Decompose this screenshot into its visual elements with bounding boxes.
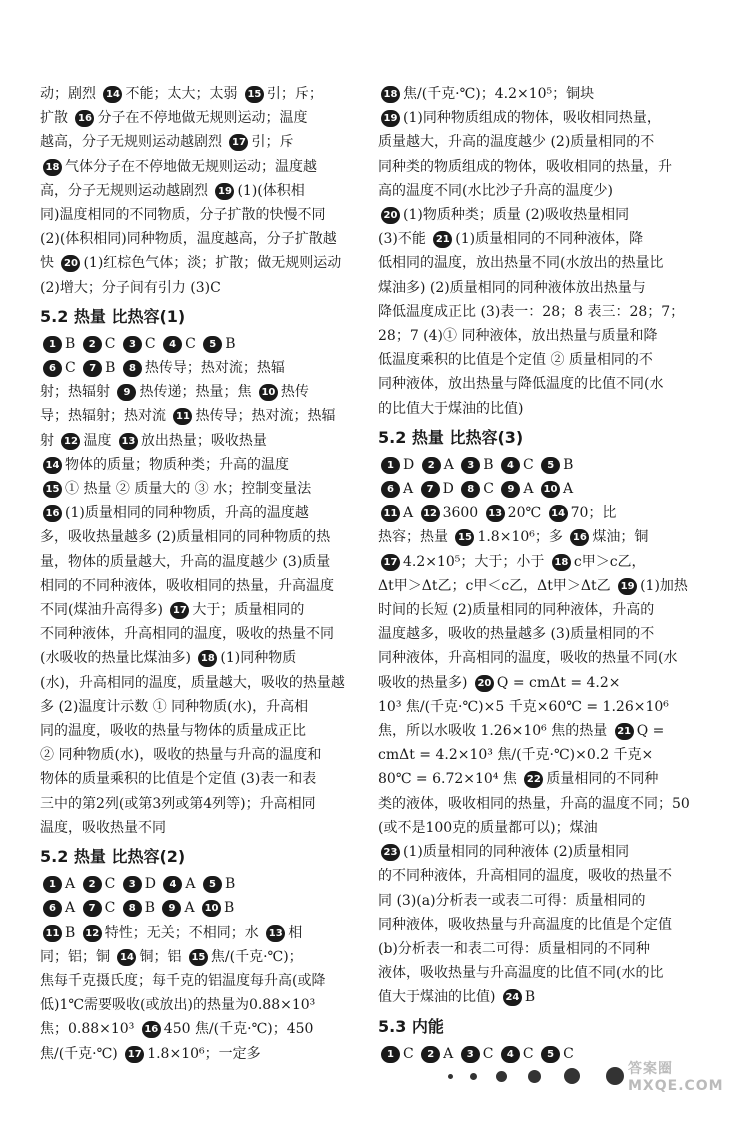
answer-line [40, 969, 370, 993]
answer-line [378, 598, 708, 622]
answer-text: 热传导；热对流；热辐 [144, 360, 285, 377]
answer-text: 热容；热量 [378, 529, 453, 546]
question-number-badge: 16 [570, 529, 589, 546]
answer-line [378, 179, 708, 203]
answer-line [378, 889, 708, 913]
question-number-badge: 3 [123, 336, 142, 353]
answer-line [378, 203, 708, 227]
answer-line [40, 356, 370, 380]
answer-line [40, 251, 370, 275]
question-number-badge: 13 [486, 505, 505, 522]
answer-line [40, 203, 370, 227]
answer-text: 类的液体，吸收相同的热量，升高的温度不同；50 [378, 795, 690, 812]
answer-line [378, 251, 708, 275]
answer-text: 扩散 [40, 110, 73, 127]
dot-4 [528, 1070, 541, 1083]
answer-line [40, 82, 370, 106]
answer-text: 热传导；热对流；热辐 [195, 408, 336, 425]
answer-text: 4.2×10⁵；大于；小于 [403, 553, 549, 570]
answer-text: 同种液体，升高相同的温度，吸收的热量不同(水 [378, 650, 678, 667]
answer-text: C [403, 1045, 419, 1062]
answer-line [40, 719, 370, 743]
answer-text: D [442, 481, 459, 498]
answer-line [378, 961, 708, 985]
dot-6 [606, 1067, 624, 1085]
question-number-badge: 16 [142, 1021, 161, 1038]
answer-text: 同种液体，吸收热量与升高温度的比值是个定值 [378, 916, 672, 933]
question-number-badge: 4 [163, 876, 182, 893]
answer-line [378, 525, 708, 549]
answer-line [40, 792, 370, 816]
answer-text: 相 [288, 924, 303, 941]
answer-text: 同 (3)(a)分析表一或表二可得：质量相同的 [378, 892, 646, 909]
answer-line [378, 767, 708, 791]
question-number-badge: 5 [203, 876, 222, 893]
question-number-badge: 6 [381, 481, 400, 498]
answer-line [40, 743, 370, 767]
question-number-badge: 21 [615, 723, 634, 740]
question-number-badge: 16 [43, 505, 62, 522]
answer-line [378, 324, 708, 348]
question-number-badge: 17 [125, 1046, 144, 1063]
answer-text: (1)质量相同的同种物质，升高的温度越 [65, 505, 309, 522]
answer-text: A [523, 481, 538, 498]
answer-text: 热传递；热量；焦 [139, 384, 256, 401]
question-number-badge: 10 [259, 384, 278, 401]
question-number-badge: 13 [266, 925, 285, 942]
question-number-badge: 5 [541, 1046, 560, 1063]
answer-line [40, 227, 370, 251]
answer-line [378, 743, 708, 767]
answer-text: B [224, 900, 235, 917]
question-number-badge: 14 [549, 505, 568, 522]
question-number-badge: 18 [198, 650, 217, 667]
answer-line [378, 719, 708, 743]
answer-text: B [563, 456, 574, 473]
answer-text: 不同种液体，升高相同的温度，吸收的热量不同 [40, 626, 334, 643]
question-number-badge: 15 [455, 529, 474, 546]
answer-line [40, 767, 370, 791]
answer-text: 物体的质量；物质种类；升高的温度 [65, 456, 289, 473]
answer-line [378, 106, 708, 130]
question-number-badge: 9 [501, 481, 520, 498]
question-number-badge: 11 [173, 408, 192, 425]
question-number-badge: 15 [43, 481, 62, 498]
answer-text: A [403, 481, 418, 498]
answer-text: B [483, 456, 498, 473]
answer-text: 温度越多，吸收的热量越多 (3)质量相同的不 [378, 626, 655, 643]
answer-line [40, 1042, 370, 1066]
answer-line [40, 550, 370, 574]
answer-text: C [104, 876, 120, 893]
question-number-badge: 7 [83, 360, 102, 377]
answer-text: A [65, 900, 80, 917]
answer-text: C [104, 335, 120, 352]
answer-line [378, 300, 708, 324]
answer-text: 高的温度不同(水比沙子升高的温度少) [378, 182, 613, 199]
answer-text: 铜；铝 [139, 948, 186, 965]
answer-line [40, 574, 370, 598]
answer-text: 的不同种液体，升高相同的温度，吸收的热量不 [378, 868, 672, 885]
question-number-badge: 1 [381, 457, 400, 474]
answer-line [40, 276, 370, 300]
answer-text: 导；热辐射；热对流 [40, 408, 171, 425]
question-number-badge: 8 [461, 481, 480, 498]
answer-line [378, 477, 708, 501]
answer-text: Q = cmΔt = 4.2× [496, 674, 621, 691]
answer-text: 放出热量；吸收热量 [140, 432, 267, 449]
answer-line [378, 397, 708, 421]
answer-line [40, 525, 370, 549]
answer-line [378, 622, 708, 646]
answer-text: A [65, 876, 80, 893]
answer-line [40, 106, 370, 130]
answer-text: 相同的不同种液体，吸收相同的热量，升高温度 [40, 577, 334, 594]
answer-text: (1)(体积相 [237, 182, 305, 199]
answer-text: B [144, 900, 160, 917]
answer-text: (2)(体积相同)同种物质，温度越高，分子扩散越 [40, 231, 337, 248]
question-number-badge: 14 [103, 86, 122, 103]
answer-text: 动；剧烈 [40, 86, 101, 102]
question-number-badge: 6 [43, 900, 62, 917]
answer-line [40, 453, 370, 477]
question-number-badge: 18 [43, 159, 62, 176]
answer-text: (1)同种物质组成的物体，吸收相同热量， [403, 110, 661, 127]
answer-text: C [483, 481, 499, 498]
answer-text: B [65, 335, 80, 352]
question-number-badge: 1 [381, 1046, 400, 1063]
answer-text: C [523, 456, 539, 473]
section-heading: 5.2 热量 比热容(3) [378, 427, 524, 447]
answer-text: B [105, 360, 120, 377]
answer-text: 多 (2)温度计示数 ① 同种物质(水)，升高相 [40, 698, 309, 715]
answer-line [378, 816, 708, 840]
dot-2 [470, 1073, 477, 1080]
question-number-badge: 14 [117, 949, 136, 966]
answer-text: (b)分析表一和表二可得：质量相同的不同种 [378, 940, 650, 957]
question-number-badge: 10 [541, 481, 560, 498]
answer-text: 引；斥 [251, 134, 294, 151]
question-number-badge: 3 [461, 1046, 480, 1063]
answer-line [378, 550, 708, 574]
answer-text: 低)1℃需要吸收(或放出)的热量为0.88×10³ [40, 997, 316, 1014]
question-number-badge: 15 [189, 949, 208, 966]
answer-text: 热传 [280, 384, 309, 401]
question-number-badge: 17 [229, 134, 248, 151]
answer-text: 同；铝；铜 [40, 948, 115, 965]
answer-line [40, 477, 370, 501]
answer-text: A [562, 481, 574, 498]
answer-text: C [563, 1045, 574, 1062]
answer-text: 焦；0.88×10³ [40, 1021, 139, 1038]
question-number-badge: 24 [503, 989, 522, 1006]
answer-text: 同种液体，放出热量与降低温度的比值不同(水 [378, 376, 664, 393]
answer-text: c甲＞c乙， [573, 553, 646, 570]
answer-text: 焦/(千克·℃) [40, 1045, 123, 1062]
question-number-badge: 12 [61, 433, 80, 450]
section-heading: 5.2 热量 比热容(1) [40, 306, 186, 326]
question-number-badge: 7 [83, 900, 102, 917]
answer-text: A [403, 505, 418, 522]
answer-line [378, 792, 708, 816]
answer-text: (水吸收的热量比煤油多) [40, 650, 196, 667]
answer-line [378, 501, 708, 525]
answer-text: B [225, 335, 236, 352]
answer-text: A [443, 456, 459, 473]
answer-text: Q = [636, 723, 665, 740]
question-number-badge: 4 [163, 336, 182, 353]
question-number-badge: 18 [552, 554, 571, 571]
answer-text: 物体的质量乘积的比值是个定值 (3)表一和表 [40, 771, 317, 788]
question-number-badge: 22 [524, 771, 543, 788]
answer-text: 不能；太大；太弱 [125, 86, 242, 102]
question-number-badge: 2 [422, 457, 441, 474]
question-number-badge: 4 [501, 1046, 520, 1063]
answer-text: 越高，分子无规则运动越剧烈 [40, 134, 227, 151]
question-number-badge: 2 [83, 336, 102, 353]
answer-text: 不同(煤油升高得多) [40, 602, 168, 619]
answer-text: Δt甲＞Δt乙；c甲＜c乙，Δt甲＞Δt乙 [378, 577, 616, 594]
question-number-badge: 20 [381, 207, 400, 224]
question-number-badge: 5 [203, 336, 222, 353]
question-number-badge: 1 [43, 876, 62, 893]
answer-text: 大于；质量相同的 [192, 602, 305, 619]
answer-text: 焦/(千克·℃)；4.2×10⁵；铜块 [403, 86, 595, 102]
answer-text: 多，吸收热量越多 (2)质量相同的同种物质的热 [40, 529, 331, 546]
answer-line [378, 646, 708, 670]
answer-line [40, 945, 370, 969]
question-number-badge: 1 [43, 336, 62, 353]
answer-text: 降低温度成正比 (3)表一：28；8 表三：28；7； [378, 303, 685, 320]
answer-text: 煤油多) (2)质量相同的同种液体放出热量与 [378, 279, 646, 296]
answer-text: 80℃ = 6.72×10⁴ 焦 [378, 771, 522, 788]
question-number-badge: 6 [43, 360, 62, 377]
question-number-badge: 14 [43, 457, 62, 474]
answer-line [40, 155, 370, 179]
question-number-badge: 23 [381, 844, 400, 861]
answer-text: 低相同的温度，放出热量不同(水放出的热量比 [378, 255, 664, 272]
answer-text: (1)同种物质 [220, 650, 297, 667]
question-number-badge: 10 [202, 900, 221, 917]
question-number-badge: 4 [501, 457, 520, 474]
question-number-badge: 2 [83, 876, 102, 893]
answer-text: C [185, 335, 201, 352]
answer-line [40, 598, 370, 622]
answer-line [378, 840, 708, 864]
answer-text: 10³ 焦/(千克·℃)×5 千克×60℃ = 1.26×10⁶ [378, 698, 669, 715]
answer-text: 温度 [83, 432, 116, 449]
answer-text: 1.8×10⁶；一定多 [147, 1045, 261, 1062]
answer-text: C [482, 1045, 498, 1062]
answer-text: 焦/(千克·℃)； [210, 948, 303, 965]
answer-line [378, 864, 708, 888]
answer-line [40, 404, 370, 428]
answer-text: 同的温度，吸收的热量与物体的质量成正比 [40, 723, 306, 740]
answer-text: (或不是100克的质量都可以)；煤油 [378, 819, 598, 836]
answer-line [378, 937, 708, 961]
answer-line [378, 82, 708, 106]
dot-1 [448, 1074, 453, 1079]
answer-text: A [185, 876, 200, 893]
answer-text: 特性；无关；不相同；水 [104, 924, 264, 941]
answer-text: 时间的长短 (2)质量相同的同种液体，升高的 [378, 602, 655, 619]
answer-text: 引；斥； [266, 86, 323, 102]
answer-text: (1)加热 [640, 577, 688, 594]
right-answer-column [378, 82, 708, 1066]
answer-text: 3600 [442, 505, 483, 522]
answer-line [40, 646, 370, 670]
answer-text: B [524, 989, 536, 1006]
question-number-badge: 9 [162, 900, 181, 917]
question-number-badge: 12 [421, 505, 440, 522]
answer-text: 煤油；铜 [592, 529, 649, 546]
answer-line [378, 695, 708, 719]
answer-text: (1)质量相同的同种液体 (2)质量相同 [403, 844, 630, 861]
question-number-badge: 3 [461, 457, 480, 474]
answer-text: B [224, 876, 236, 893]
answer-text: 20℃ [507, 505, 546, 522]
answer-line [40, 501, 370, 525]
answer-line [40, 921, 370, 945]
answer-line [378, 913, 708, 937]
answer-line [40, 429, 370, 453]
answer-line [378, 985, 708, 1009]
answer-line [40, 1017, 370, 1041]
answer-line [378, 574, 708, 598]
question-number-badge: 3 [123, 876, 142, 893]
answer-text: ① 热量 ② 质量大的 ③ 水；控制变量法 [65, 481, 312, 498]
question-number-badge: 19 [618, 578, 637, 595]
answer-line [40, 872, 370, 896]
answer-text: C [144, 335, 161, 352]
answer-line [40, 332, 370, 356]
answer-text: ② 同种物质(水)，吸收的热量与升高的温度和 [40, 747, 322, 764]
question-number-badge: 17 [381, 554, 400, 571]
answer-text: 低温度乘积的比值是个定值 ② 质量相同的不 [378, 352, 653, 369]
question-number-badge: 16 [75, 110, 94, 127]
answer-line [40, 179, 370, 203]
answer-text: A [184, 900, 200, 917]
question-number-badge: 17 [170, 602, 189, 619]
answer-text: (水)，升高相同的温度，质量越大，吸收的热量越 [40, 674, 345, 691]
question-number-badge: 19 [215, 183, 234, 200]
answer-text: (1)质量相同的不同种液体，降 [455, 231, 644, 248]
question-number-badge: 12 [83, 925, 102, 942]
question-number-badge: 20 [475, 675, 494, 692]
answer-text: 值大于煤油的比值) [378, 989, 500, 1006]
left-answer-column [40, 82, 370, 1066]
answer-text: 射；热辐射 [40, 384, 115, 401]
answer-text: 焦，所以水吸收 1.26×10⁶ 焦的热量 [378, 723, 612, 740]
watermark-logo: 答案圈 MXQE.COM [628, 1061, 724, 1094]
answer-text: cmΔt = 4.2×10³ 焦/(千克·℃)×0.2 千克× [378, 747, 654, 764]
question-number-badge: 8 [123, 900, 142, 917]
answer-text: 的比值大于煤油的比值) [378, 400, 524, 417]
answer-text: B [65, 924, 80, 941]
answer-line [40, 695, 370, 719]
question-number-badge: 5 [541, 457, 560, 474]
answer-line [378, 372, 708, 396]
answer-line [378, 453, 708, 477]
answer-text: 液体，吸收热量与升高温度的比值不同(水的比 [378, 965, 664, 982]
section-heading: 5.3 内能 [378, 1016, 444, 1036]
answer-text: 温度，吸收热量不同 [40, 819, 166, 836]
answer-line [378, 348, 708, 372]
section-heading: 5.2 热量 比热容(2) [40, 847, 186, 867]
answer-line [378, 227, 708, 251]
question-number-badge: 19 [381, 110, 400, 127]
answer-text: D [403, 456, 419, 473]
answer-line [378, 671, 708, 695]
answer-text: 高，分子无规则运动越剧烈 [40, 182, 213, 199]
answer-line [378, 155, 708, 179]
answer-text: 质量相同的不同种 [546, 771, 659, 788]
answer-text: A [443, 1045, 458, 1062]
question-number-badge: 7 [421, 481, 440, 498]
answer-text: 同)温度相同的不同物质，分子扩散的快慢不同 [40, 207, 326, 224]
answer-text: (1)红棕色气体；淡；扩散；做无规则运动 [83, 255, 342, 272]
answer-text: 快 [40, 255, 59, 272]
answer-text: 吸收的热量多) [378, 674, 472, 691]
answer-text: 焦每千克摄氏度；每千克的铝温度每升高(或降 [40, 972, 326, 989]
answer-line [40, 130, 370, 154]
question-number-badge: 13 [119, 433, 138, 450]
answer-line [378, 276, 708, 300]
answer-line [40, 380, 370, 404]
answer-line [40, 671, 370, 695]
question-number-badge: 18 [381, 86, 400, 103]
dot-3 [496, 1071, 507, 1082]
answer-text: (2)增大；分子间有引力 (3)C [40, 279, 221, 296]
answer-text: D [144, 876, 161, 893]
answer-text: 70；比 [570, 505, 617, 522]
answer-line [40, 816, 370, 840]
answer-line [40, 622, 370, 646]
question-number-badge: 8 [123, 360, 142, 377]
answer-text: 气体分子在不停地做无规则运动；温度越 [65, 158, 317, 175]
answer-text: 射 [40, 432, 59, 449]
answer-line [40, 993, 370, 1017]
answer-text: 1.8×10⁶；多 [477, 529, 568, 546]
dot-5 [564, 1068, 580, 1084]
question-number-badge: 11 [381, 505, 400, 522]
question-number-badge: 20 [61, 255, 80, 272]
answer-text: 28；7 (4)① 同种液体，放出热量与质量和降 [378, 328, 658, 345]
question-number-badge: 2 [421, 1046, 440, 1063]
answer-text: C [104, 900, 120, 917]
answer-text: C [522, 1045, 539, 1062]
question-number-badge: 9 [117, 384, 136, 401]
answer-line [378, 130, 708, 154]
answer-line [40, 896, 370, 920]
answer-text: 质量越大，升高的温度越少 (2)质量相同的不 [378, 134, 655, 151]
answer-text: (3)不能 [378, 231, 431, 248]
answer-text: C [65, 360, 81, 377]
question-number-badge: 21 [433, 231, 452, 248]
answer-text: 同种类的物质组成的物体，吸收相同的热量，升 [378, 158, 672, 175]
answer-text: 分子在不停地做无规则运动；温度 [97, 110, 308, 127]
answer-text: (1)物质种类；质量 (2)吸收热量相同 [403, 207, 630, 224]
answer-text: 量，物体的质量越大，升高的温度越少 (3)质量 [40, 553, 331, 570]
question-number-badge: 11 [43, 925, 62, 942]
answer-text: 三中的第2列(或第3列或第4列等)；升高相同 [40, 795, 316, 812]
question-number-badge: 15 [245, 86, 264, 103]
answer-text: 450 焦/(千克·℃)；450 [163, 1021, 314, 1038]
